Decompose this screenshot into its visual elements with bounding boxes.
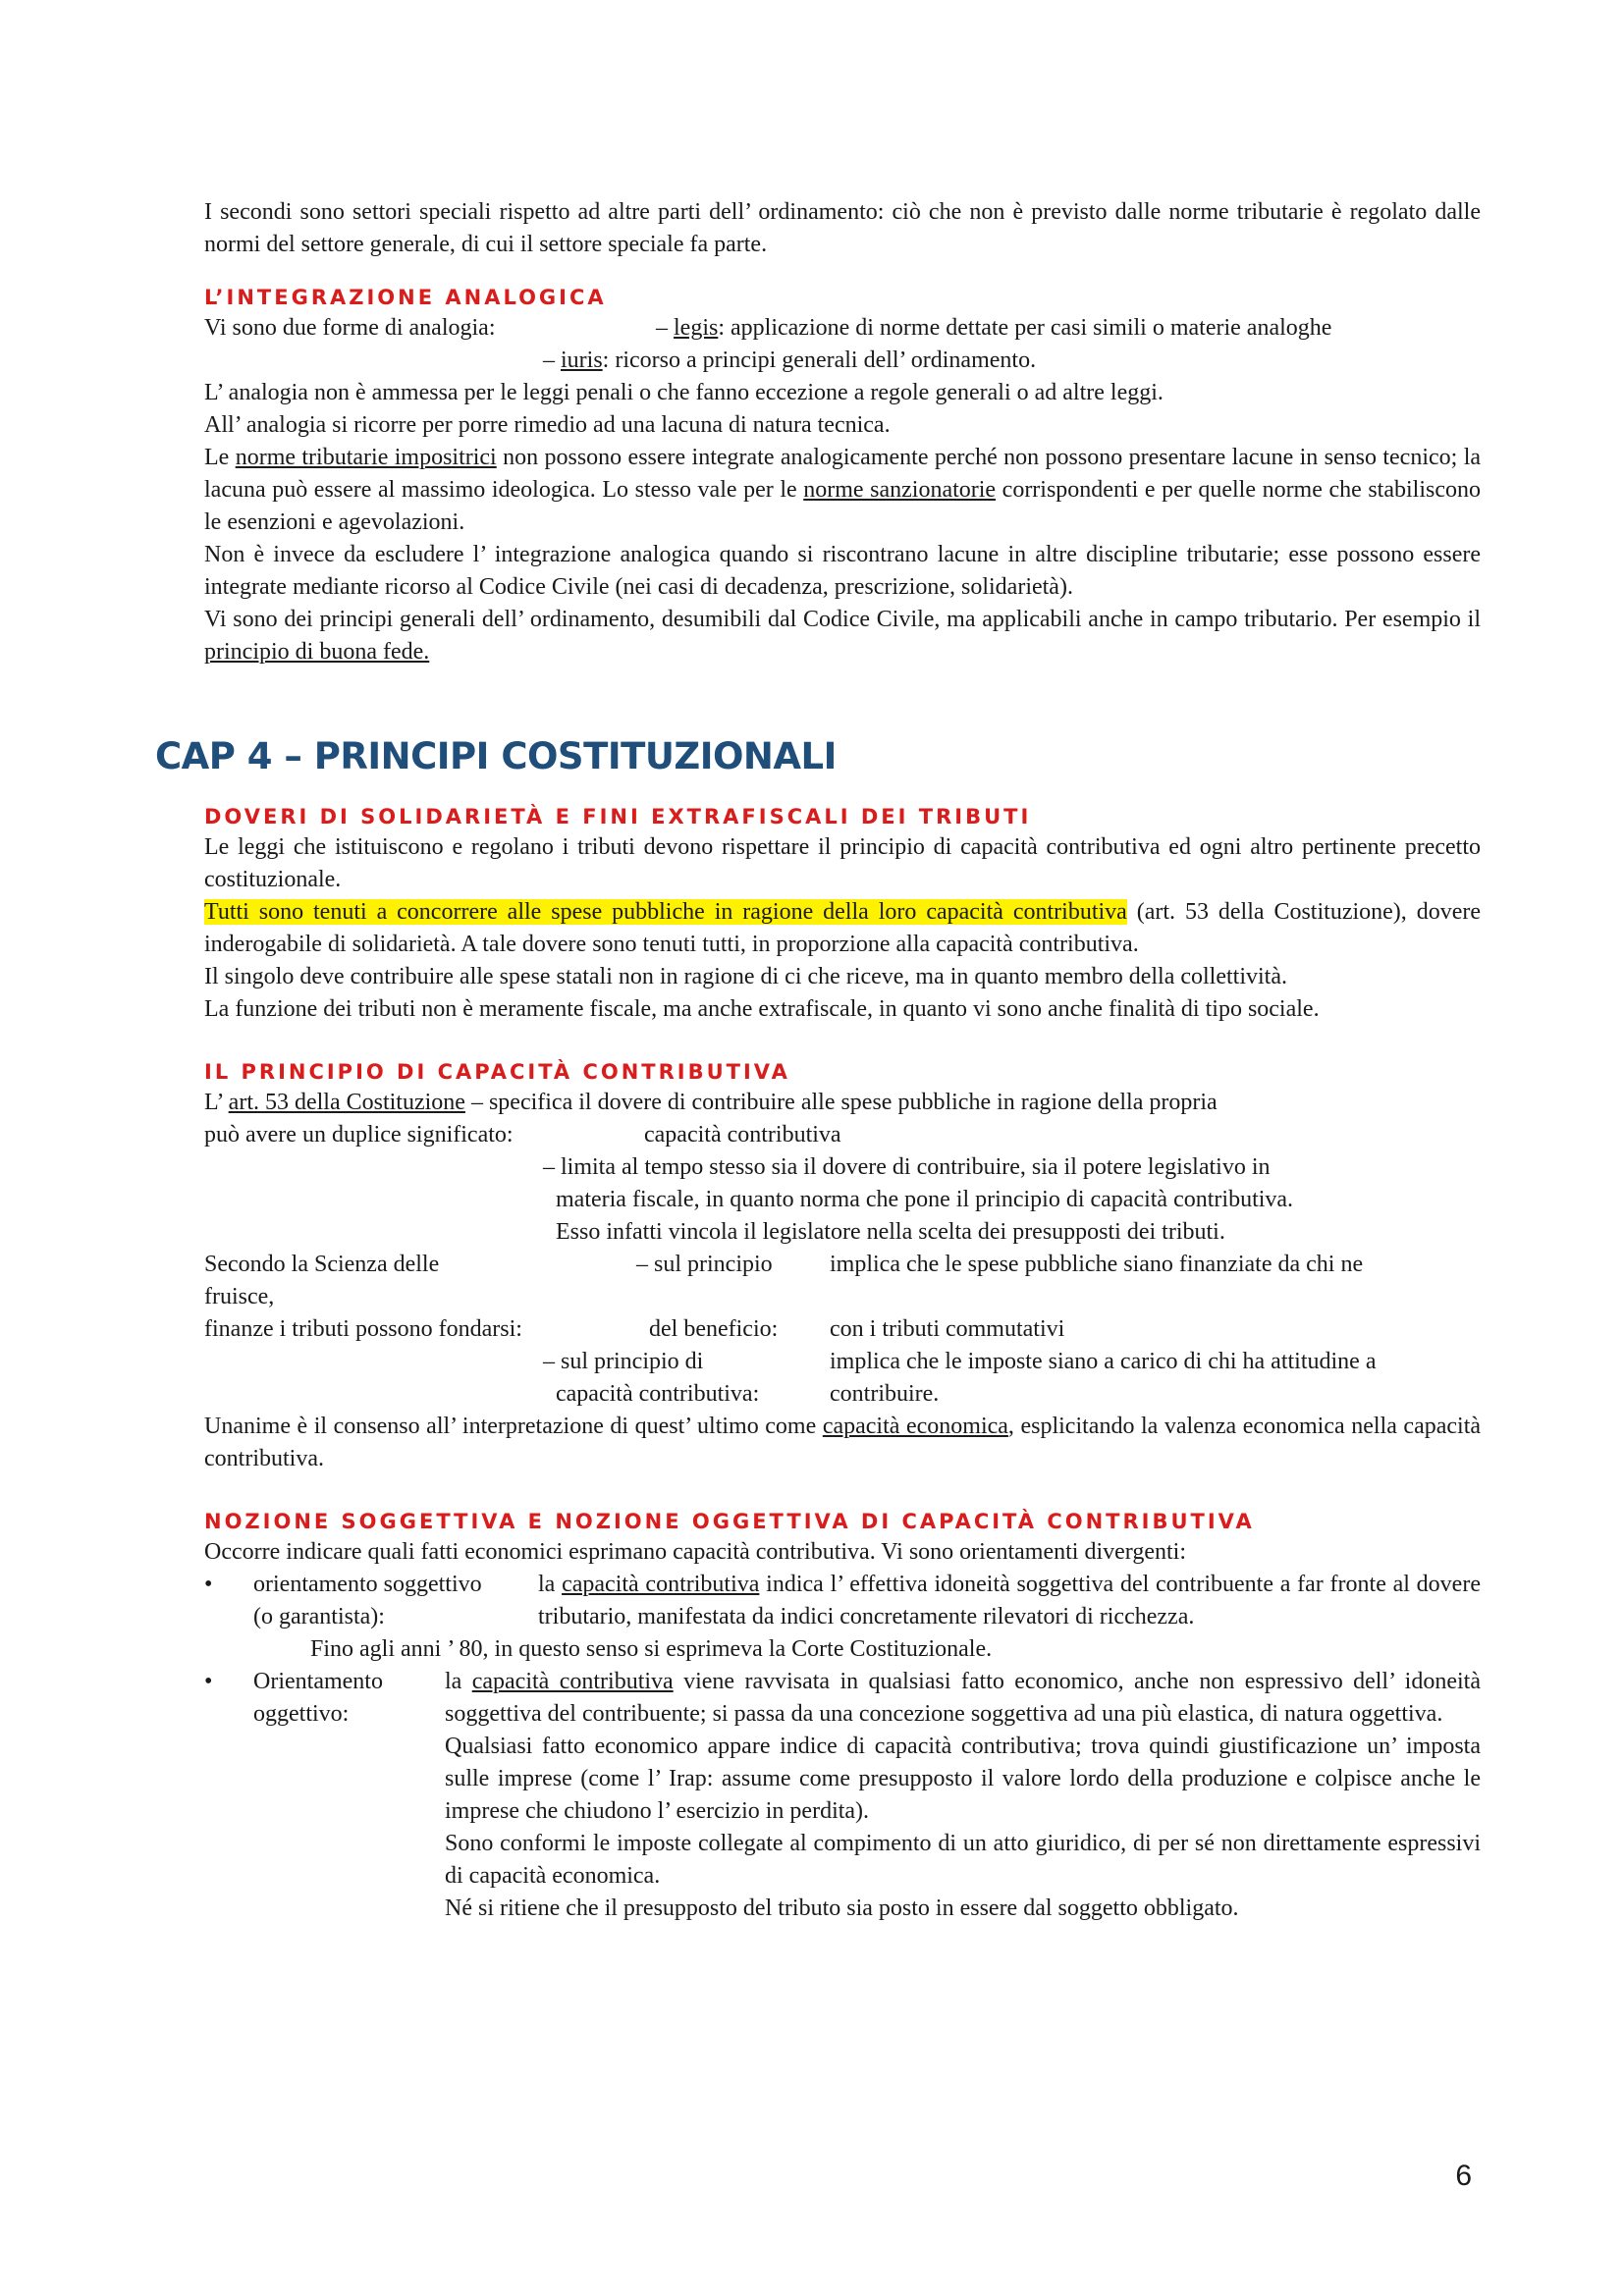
analogia-forms-label: Vi sono due forme di analogia: [204, 315, 496, 341]
art53-line-5: Esso infatti vincola il legislatore nella scelta dei presupposti dei tributi. [556, 1219, 1225, 1245]
nozione-intro: Occorre indicare quali fatti economici esprimano capacità contributiva. Vi sono orientamenti divergenti: [204, 1539, 1186, 1565]
doveri-paragraph-3: Il singolo deve contribuire alle spese statali non in ragione di ci che riceve, ma in quanto membro della collettività. [204, 964, 1287, 989]
section-heading-doveri: DOVERI DI SOLIDARIETÀ E FINI EXTRAFISCALI DEI TRIBUTI [204, 805, 1032, 828]
bullet-icon: • [204, 1669, 213, 1694]
doveri-paragraph-4: La funzione dei tributi non è meramente fiscale, ma anche extrafiscale, in quanto vi sono anche finalità di tipo sociale. [204, 996, 1320, 1022]
principio-conclusion: Unanime è il consenso all’ interpretazione di quest’ ultimo come capacità economica, esplicitando la valenza economica nella capacità contributiva. [204, 1414, 1482, 1471]
art53-line-4: materia fiscale, in quanto norma che pone il principio di capacità contributiva. [556, 1187, 1294, 1212]
norme-sanzionatorie-term: norme sanzionatorie [803, 477, 997, 503]
highlighted-art53-text: Tutti sono tenuti a concorrere alle spese pubbliche in ragione della loro capacità contributiva [204, 899, 1127, 925]
bullet-icon: • [204, 1572, 213, 1597]
art53-line-2: può avere un duplice significato: capacità contributiva [204, 1122, 841, 1148]
chapter-title: CAP 4 – PRINCIPI COSTITUZIONALI [155, 735, 837, 777]
document-page [155, 196, 1482, 1925]
bullet-oggettivo-label: Orientamento oggettivo: [253, 1669, 383, 1727]
bullet-soggettivo [204, 1569, 1481, 1633]
intro-paragraph: I secondi sono settori speciali rispetto ad altre parti dell’ ordinamento: ciò che non è previsto dalle norme tributarie è regolato dalle normi del settore generale, di cui il settore speciale fa parte. [204, 199, 1481, 257]
bullet-oggettivo [204, 1666, 1481, 1925]
scienza-row-2: fruisce, [204, 1284, 275, 1309]
bullet-oggettivo-p3: Sono conformi le imposte collegate al compimento di un atto giuridico, di per sé non direttamente espressivi di capacità economica. [445, 1831, 1481, 1889]
analogia-paragraph-1: L’ analogia non è ammessa per le leggi penali o che fanno eccezione a regole generali o ad altre leggi. [204, 380, 1164, 405]
norme-impositrici-term: norme tributarie impositrici [235, 445, 497, 470]
bullet-oggettivo-p4: Né si ritiene che il presupposto del tributo sia posto in essere dal soggetto obbligato. [445, 1896, 1239, 1921]
legis-term: legis [674, 315, 719, 341]
scienza-row-4: – sul principio di implica che le imposte siano a carico di chi ha attitudine a [543, 1349, 1377, 1374]
analogia-legis: – legis: applicazione di norme dettate per casi simili o materie analoghe [656, 315, 1332, 341]
buona-fede-term: principio di buona fede. [204, 639, 430, 665]
bullet-oggettivo-content [445, 1666, 1481, 1925]
scienza-row-5: capacità contributiva: contribuire. [556, 1381, 940, 1407]
bullet-soggettivo-text: la capacità contributiva indica l’ effettiva idoneità soggettiva del contribuente a far fronte al dovere tributario, manifestata da indici concretamente rilevatori di ricchezza. [538, 1572, 1481, 1629]
bullet-soggettivo-label: orientamento soggettivo (o garantista): [253, 1572, 482, 1629]
bullet-oggettivo-p2: Qualsiasi fatto economico appare indice di capacità contributiva; trova quindi giustificazione un’ imposta sulle imprese (come l’ Irap: assume come presupposto il valore lordo della produzione e colpisce anche le imprese che chiudono l’ esercizio in perdita). [445, 1734, 1481, 1824]
section-heading-nozione: NOZIONE SOGGETTIVA E NOZIONE OGGETTIVA DI CAPACITÀ CONTRIBUTIVA [204, 1510, 1255, 1533]
analogia-paragraph-5: Vi sono dei principi generali dell’ ordinamento, desumibili dal Codice Civile, ma applicabili anche in campo tributario. Per esempio il principio di buona fede. [204, 607, 1481, 665]
bullet-soggettivo-note: Fino agli anni ’ 80, in questo senso si esprimeva la Corte Costituzionale. [310, 1636, 993, 1662]
analogia-paragraph-3: Le norme tributarie impositrici non possono essere integrate analogicamente perché non possono presentare lacune in senso tecnico; la lacuna può essere al massimo ideologica. Lo stesso vale per le norme sanzionatorie corrispondenti e per quelle norme che stabiliscono le esenzioni e agevolazioni. [204, 445, 1482, 535]
section-heading-principio: IL PRINCIPIO DI CAPACITÀ CONTRIBUTIVA [204, 1060, 790, 1084]
bullet-oggettivo-text: la capacità contributiva viene ravvisata in qualsiasi fatto economico, anche non espressivo dell’ idoneità soggettiva del contribuente; si passa da una concezione soggettiva ad una più elastica, di natura oggettiva. [445, 1669, 1481, 1727]
scienza-row-3: finanze i tributi possono fondarsi: del beneficio: con i tributi commutativi [204, 1316, 1065, 1342]
analogia-forms [204, 312, 1481, 345]
iuris-term: iuris [561, 347, 603, 373]
analogia-paragraph-4: Non è invece da escludere l’ integrazione analogica quando si riscontrano lacune in altre discipline tributarie; esse possono essere integrate mediante ricorso al Codice Civile (nei casi di decadenza, prescrizione, solidarietà). [204, 542, 1481, 600]
doveri-paragraph-2: Tutti sono tenuti a concorrere alle spese pubbliche in ragione della loro capacità contributiva (art. 53 della Costituzione), dovere inderogabile di solidarietà. A tale dovere sono tenuti tutti, in proporzione alla capacità contributiva. [204, 899, 1482, 957]
analogia-paragraph-2: All’ analogia si ricorre per porre rimedio ad una lacuna di natura tecnica. [204, 412, 891, 438]
section-heading-analogica: L’INTEGRAZIONE ANALOGICA [204, 286, 607, 309]
art53-line-1: L’ art. 53 della Costituzione – specifica il dovere di contribuire alle spese pubbliche in ragione della propria [204, 1090, 1218, 1115]
analogia-iuris-row [204, 345, 1481, 377]
art53-line-3: – limita al tempo stesso sia il dovere di contribuire, sia il potere legislativo in [543, 1154, 1271, 1180]
art53-term: art. 53 della Costituzione [228, 1090, 465, 1115]
analogia-iuris: – iuris: ricorso a principi generali dell’ ordinamento. [543, 347, 1037, 373]
doveri-paragraph-1: Le leggi che istituiscono e regolano i tributi devono rispettare il principio di capacità contributiva ed ogni altro pertinente precetto costituzionale. [204, 834, 1481, 892]
scienza-row-1: Secondo la Scienza delle – sul principio implica che le spese pubbliche siano finanziate da chi ne [204, 1252, 1364, 1277]
capacita-economica-term: capacità economica [822, 1414, 1008, 1439]
page-number: 6 [1455, 2160, 1472, 2192]
